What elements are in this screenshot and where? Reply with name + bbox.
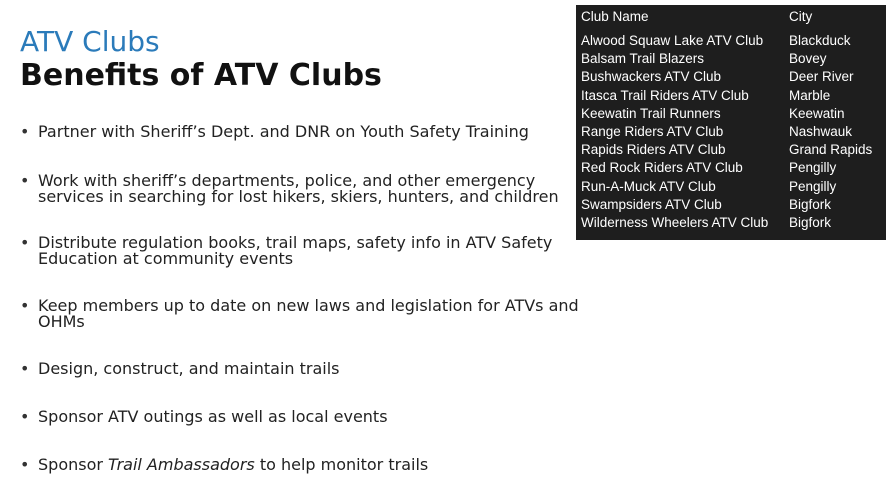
bullet-marker: •	[20, 171, 30, 190]
city-cell: Pengilly	[789, 178, 837, 194]
bullet-text	[38, 457, 590, 473]
table-row	[581, 197, 872, 215]
table-row	[581, 69, 872, 87]
bullet-text: Partner with Sheriff’s Dept. and DNR on Youth Safety Training	[38, 122, 529, 141]
city-cell: Nashwauk	[789, 123, 853, 139]
bullet-text: Distribute regulation books, trail maps, safety info in ATV Safety	[38, 233, 553, 252]
bullet-marker: •	[20, 407, 30, 426]
club-name-cell: Keewatin Trail Runners	[581, 105, 721, 121]
bullet-text-emphasis: Trail Ambassadors	[108, 455, 255, 474]
table-row	[581, 88, 872, 106]
bullet-text: Design, construct, and maintain trails	[38, 359, 340, 378]
column-header-club-name: Club Name	[581, 9, 649, 24]
clubs-table-panel	[576, 5, 886, 240]
bullet-item	[20, 173, 590, 205]
bullet-item	[20, 124, 590, 140]
slide-title: Benefits of ATV Clubs	[20, 58, 382, 93]
bullet-item	[20, 298, 590, 330]
table-row	[581, 51, 872, 69]
bullet-text-continued: services in searching for lost hikers, skiers, hunters, and children	[38, 187, 559, 206]
bullet-text-continued: Education at community events	[38, 249, 294, 268]
club-name-cell: Range Riders ATV Club	[581, 123, 724, 139]
city-cell: Marble	[789, 87, 831, 103]
clubs-table	[581, 9, 872, 233]
bullet-marker: •	[20, 359, 30, 378]
club-name-cell: Wilderness Wheelers ATV Club	[581, 214, 769, 230]
bullet-item	[20, 409, 590, 425]
table-row	[581, 33, 872, 51]
bullet-item	[20, 361, 590, 377]
bullet-marker: •	[20, 296, 30, 315]
bullet-marker: •	[20, 122, 30, 141]
table-row	[581, 160, 872, 178]
city-cell: Blackduck	[789, 33, 851, 48]
club-name-cell: Red Rock Riders ATV Club	[581, 160, 743, 176]
table-row	[581, 124, 872, 142]
bullet-text: Sponsor ATV outings as well as local events	[38, 407, 388, 426]
table-row	[581, 142, 872, 160]
club-name-cell: Rapids Riders ATV Club	[581, 142, 726, 158]
city-cell: Bovey	[789, 51, 827, 67]
table-row	[581, 215, 872, 233]
bullet-text-prefix: Sponsor	[38, 455, 109, 474]
bullet-text-continued: OHMs	[38, 312, 85, 331]
club-name-cell: Run-A-Muck ATV Club	[581, 178, 716, 194]
city-cell: Deer River	[789, 69, 854, 85]
club-name-cell: Alwood Squaw Lake ATV Club	[581, 33, 764, 48]
city-cell: Bigfork	[789, 196, 832, 212]
club-name-cell: Itasca Trail Riders ATV Club	[581, 87, 749, 103]
slide-subtitle: ATV Clubs	[20, 25, 160, 58]
table-row	[581, 106, 872, 124]
bullet-item	[20, 235, 590, 267]
table-row	[581, 179, 872, 197]
city-cell: Bigfork	[789, 214, 832, 230]
bullet-marker: •	[20, 455, 30, 474]
club-name-cell: Swampsiders ATV Club	[581, 196, 722, 212]
club-name-cell: Bushwackers ATV Club	[581, 69, 722, 85]
city-cell: Grand Rapids	[789, 142, 873, 158]
club-name-cell: Balsam Trail Blazers	[581, 51, 705, 67]
bullet-text: Work with sheriff’s departments, police, and other emergency	[38, 171, 536, 190]
bullet-text-suffix: to help monitor trails	[254, 455, 429, 474]
bullet-marker: •	[20, 233, 30, 252]
city-cell: Keewatin	[789, 105, 845, 121]
column-header-city: City	[789, 9, 813, 24]
bullet-item	[20, 457, 590, 473]
city-cell: Pengilly	[789, 160, 837, 176]
table-header-row	[581, 9, 872, 33]
bullet-text: Keep members up to date on new laws and legislation for ATVs and	[38, 296, 579, 315]
